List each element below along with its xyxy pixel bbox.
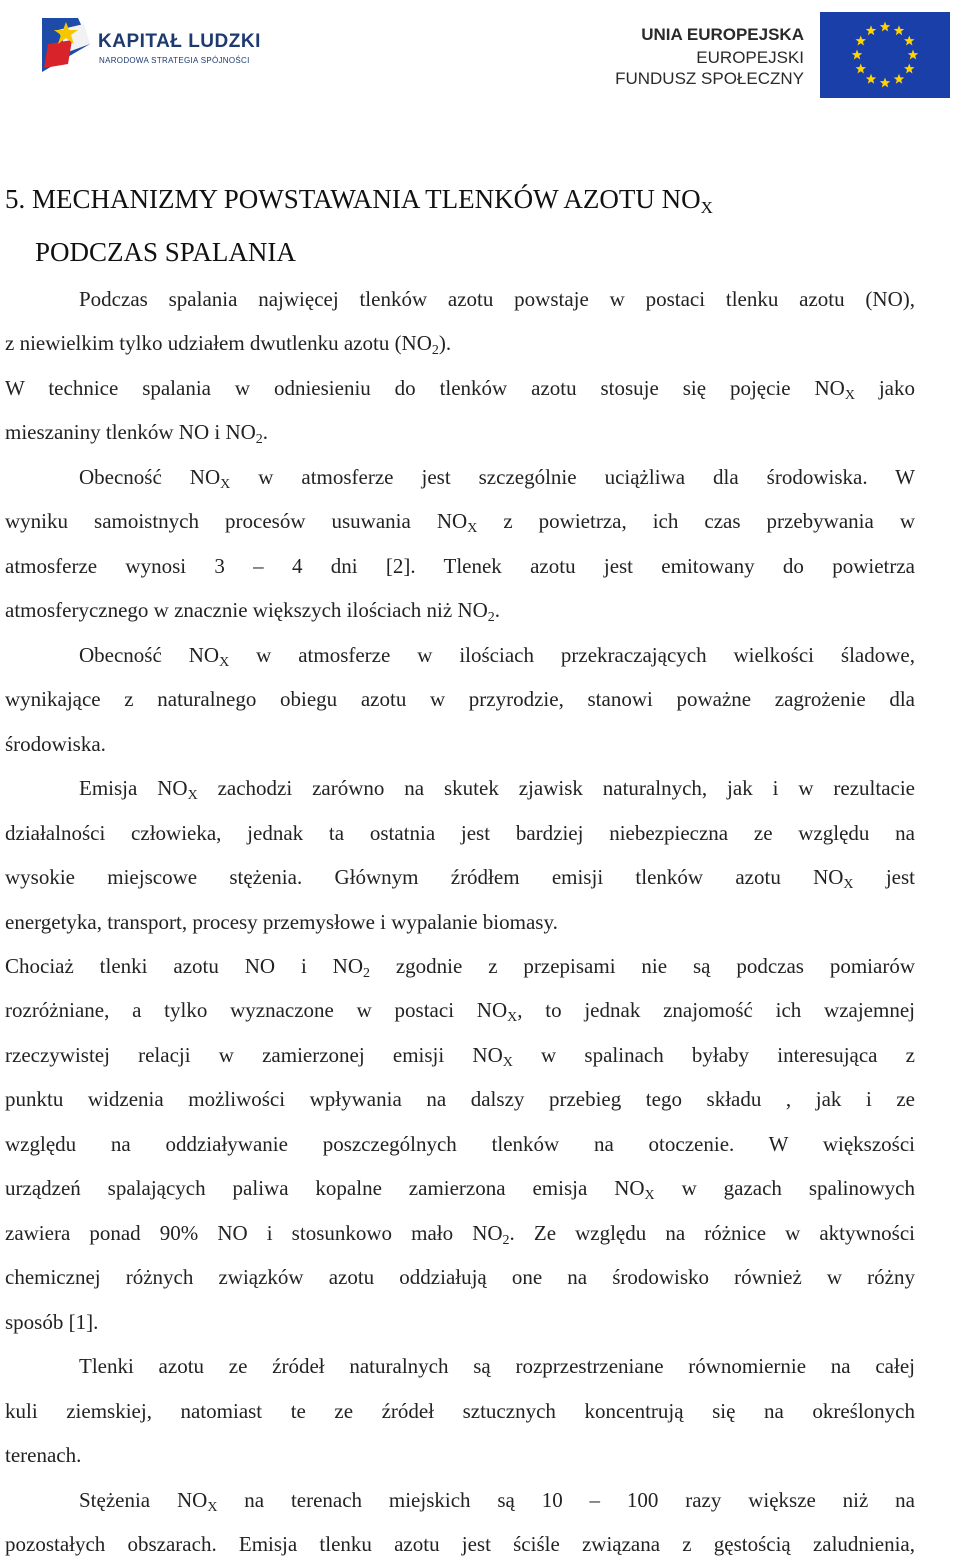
text-line: Tlenki azotu ze źródeł naturalnych są rozprzestrzeniane równomiernie na całej	[79, 1354, 915, 1378]
text-line: względu na oddziaływanie poszczególnych tlenków na otoczenie. W większości	[5, 1132, 915, 1156]
text-line: punktu widzenia możliwości wpływania na dalszy przebieg tego składu , jak i ze	[5, 1087, 915, 1111]
text-line: energetyka, transport, procesy przemysłowe i wypalanie biomasy.	[5, 910, 558, 934]
text-line: Obecność $NO_X$ w atmosferze jest szczególnie uciążliwa dla środowiska. W	[79, 465, 915, 492]
text-line: Podczas spalania najwięcej tlenków azotu powstaje w postaci tlenku azotu (NO),	[79, 287, 915, 311]
text-line: Stężenia $NO_X$ na terenach miejskich są 10 – 100 razy większe niż na	[79, 1488, 915, 1515]
text-line: działalności człowieka, jednak ta ostatnia jest bardziej niebezpieczna ze względu na	[5, 821, 915, 845]
section-title-line2: PODCZAS SPALANIA	[35, 237, 296, 267]
eu-flag-icon	[820, 12, 950, 98]
text-line: atmosferycznego w znacznie większych ilościach niż $NO_2$.	[5, 598, 501, 625]
right-logo-line1: UNIA EUROPEJSKA	[641, 25, 804, 44]
text-line: środowiska.	[5, 732, 106, 756]
text-line: Emisja $NO_X$ zachodzi zarówno na skutek zjawisk naturalnych, jak i w rezultacie	[79, 776, 915, 803]
text-line: W technice spalania w odniesieniu do tlenków azotu stosuje się pojęcie $NO_X$ jako	[5, 376, 916, 403]
kapital-ludzki-logo	[38, 14, 278, 76]
left-logo-title: KAPITAŁ LUDZKI	[98, 31, 261, 52]
text-line: terenach.	[5, 1443, 82, 1467]
text-line: Obecność $NO_X$ w atmosferze w ilościach przekraczających wielkości śladowe,	[79, 643, 915, 670]
text-line: wysokie miejscowe stężenia. Głównym źródłem emisji tlenków azotu $NO_X$ jest	[5, 865, 915, 892]
text-line: zawiera ponad 90% NO i stosunkowo mało $NO_2$. Ze względu na różnice w aktywności	[5, 1221, 916, 1248]
text-line: wynikające z naturalnego obiegu azotu w przyrodzie, stanowi poważne zagrożenie dla	[5, 687, 915, 711]
text-line: atmosferze wynosi 3 – 4 dni [2]. Tlenek azotu jest emitowany do powietrza	[5, 554, 915, 578]
kapital-ludzki-emblem-icon	[38, 14, 94, 76]
text-line: rzeczywistej relacji w zamierzonej emisji $NO_X$ w spalinach byłaby interesująca z	[5, 1043, 916, 1070]
text-line: Chociaż tlenki azotu NO i $NO_2$ zgodnie z przepisami nie są podczas pomiarów	[5, 954, 915, 981]
text-line: wyniku samoistnych procesów usuwania $NO_X$ z powietrza, ich czas przebywania w	[5, 509, 916, 536]
text-line: mieszaniny tlenków NO i $NO_2$.	[5, 420, 269, 447]
text-line: chemicznej różnych związków azotu oddziałują one na środowisko również w różny	[5, 1265, 915, 1289]
section-title-line1: 5. MECHANIZMY POWSTAWANIA TLENKÓW AZOTU $NO_X$	[5, 184, 713, 217]
right-logo-line2: EUROPEJSKI	[696, 48, 804, 67]
text-line: z niewielkim tylko udziałem dwutlenku azotu $(NO_2)$.	[5, 331, 452, 358]
text-line: kuli ziemskiej, natomiast te ze źródeł sztucznych koncentrują się na określonych	[5, 1399, 915, 1423]
ue-efs-logo	[615, 12, 950, 100]
left-logo-subtitle: NARODOWA STRATEGIA SPÓJNOŚCI	[99, 56, 250, 65]
text-line: pozostałych obszarach. Emisja tlenku azotu jest ściśle związana z gęstością zaludnienia,	[5, 1532, 915, 1556]
text-line: sposób [1].	[5, 1310, 99, 1334]
text-line: rozróżniane, a tylko wyznaczone w postaci $NO_X$, to jednak znajomość ich wzajemnej	[5, 998, 915, 1025]
text-line: urządzeń spalających paliwa kopalne zamierzona emisja $NO_X$ w gazach spalinowych	[5, 1176, 915, 1203]
right-logo-line3: FUNDUSZ SPOŁECZNY	[615, 69, 804, 88]
